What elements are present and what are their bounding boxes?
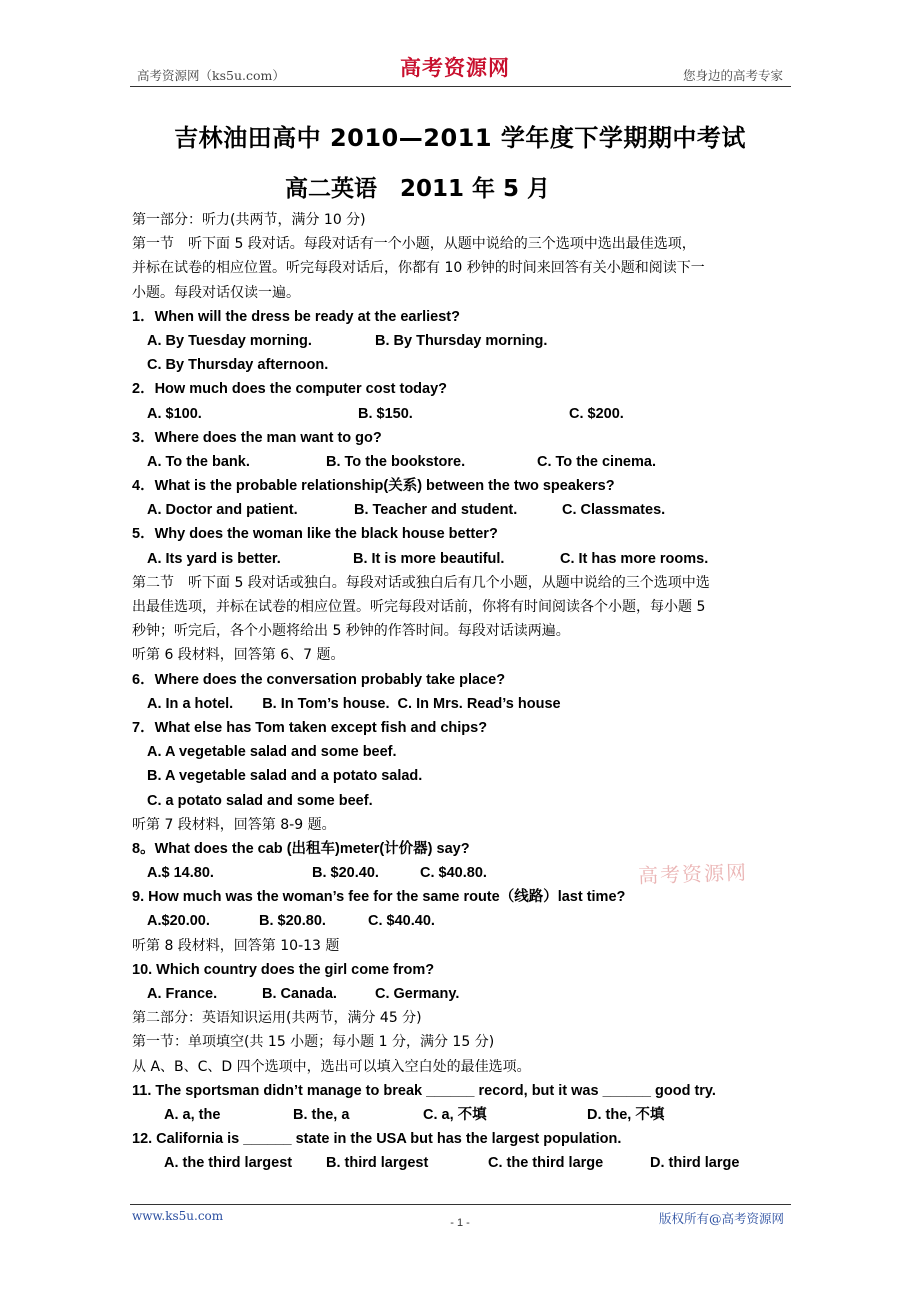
option-a: A. France. [147,986,218,1002]
option-b: B. $20.80. [259,913,326,930]
question-3-options [132,450,794,474]
page-number: - 1 - [450,1217,470,1229]
part1-heading: 第一部分：听力(共两节，满分 10 分) [132,212,366,228]
exam-subtitle: 高二英语 2011 年 5 月 [285,176,551,202]
option-c: C. the third large [488,1155,604,1172]
option-c: C. By Thursday afternoon. [147,357,329,374]
question-1: 1．When will the dress be ready at the earliest? [132,308,460,325]
section2-instruction-line: 秒钟；听完后，各个小题将给出 5 秒钟的作答时间。每段对话读两遍。 [132,623,570,640]
header-divider [130,86,791,87]
option-d: D. the, 不填 [587,1106,665,1123]
question-12-options [132,1151,794,1175]
header-site-name: 高考资源网（ks5u.com） [137,68,285,83]
option-c: C. Germany. [375,986,460,1002]
part2-section1-heading: 第一节：单项填空(共 15 小题；每小题 1 分，满分 15 分) [132,1034,495,1051]
question-4-options [132,498,794,522]
footer-website-link[interactable]: www.ks5u.com [132,1209,224,1223]
option-b: B. Canada. [262,986,337,1002]
material-6-note: 听第 6 段材料，回答第 6、7 题。 [132,647,345,664]
question-1-options [132,329,794,353]
question-10: 10. Which country does the girl come from? [132,961,435,978]
option-c: C. $200. [569,405,624,422]
option-a: A.$20.00. [147,913,210,930]
option-a: A. the third largest [164,1155,293,1172]
section1-instruction-line: 第一节 听下面 5 段对话。每段对话有一个小题，从题中说给的三个选项中选出最佳选项， [132,236,696,253]
option-a: A. A vegetable salad and some beef. [147,744,397,761]
question-7: 7．What else has Tom taken except fish and chips? [132,719,488,736]
option-a: A. To the bank. [147,453,250,470]
question-11: 11. The sportsman didn’t manage to break ______ record, but it was ______ good try. [132,1082,716,1099]
question-6: 6．Where does the conversation probably take place? [132,671,506,688]
option-a: A.$ 14.80. [147,865,214,882]
option-a: A. $100. [147,405,202,422]
option-c: C. $40.80. [420,865,487,882]
header-slogan: 您身边的高考专家 [682,68,783,83]
option-b: B. A vegetable salad and a potato salad. [147,768,423,785]
question-2: 2．How much does the computer cost today? [132,381,448,398]
question-11-options [132,1103,794,1127]
question-6-options: A. In a hotel. B. In Tom’s house. C. In Mrs. Read’s house [147,695,561,712]
option-b: B. To the bookstore. [326,453,466,470]
question-9-options [132,909,794,933]
option-c: C. $40.40. [368,913,435,930]
question-4: 4．What is the probable relationship(关系) between the two speakers? [132,478,615,495]
option-c: C. To the cinema. [537,453,656,470]
option-a: A. Its yard is better. [147,550,281,567]
option-c: C. It has more rooms. [560,550,709,567]
question-8: 8。What does the cab (出租车)meter(计价器) say? [132,840,470,857]
question-3: 3．Where does the man want to go? [132,429,382,446]
option-c: C. Classmates. [562,502,666,519]
option-b: B. It is more beautiful. [353,550,505,567]
option-b: B. $20.40. [312,865,379,882]
option-b: B. Teacher and student. [354,502,518,519]
exam-title: 吉林油田高中 2010—2011 学年度下学期期中考试 [174,124,746,152]
option-a: A. By Tuesday morning. [147,332,312,349]
option-b: B. $150. [358,405,413,422]
material-8-note: 听第 8 段材料，回答第 10-13 题 [132,937,340,954]
exam-content [132,208,794,1176]
option-c: C. a potato salad and some beef. [147,792,373,809]
part2-instruction: 从 A、B、C、D 四个选项中，选出可以填入空白处的最佳选项。 [132,1058,531,1075]
watermark-stamp: 高考资源网 [637,860,749,888]
question-5-options [132,547,794,571]
option-a: A. a, the [164,1106,221,1123]
header-logo: 高考资源网 [400,55,510,80]
question-10-options [132,982,794,1006]
option-b: B. third largest [326,1155,429,1172]
section1-instruction-line: 小题。每段对话仅读一遍。 [132,284,300,301]
option-b: B. the, a [293,1106,350,1123]
question-12: 12. California is ______ state in the USA but has the largest population. [132,1131,622,1148]
option-a: A. Doctor and patient. [147,502,298,519]
option-d: D. third large [650,1155,740,1172]
question-2-options [132,402,794,426]
material-7-note: 听第 7 段材料，回答第 8-9 题。 [132,816,336,833]
part2-heading: 第二部分：英语知识运用(共两节，满分 45 分) [132,1010,422,1027]
question-5: 5．Why does the woman like the black house better? [132,526,498,543]
option-c: C. a, 不填 [423,1106,487,1123]
footer-copyright: 版权所有@高考资源网 [658,1211,784,1226]
option-b: B. By Thursday morning. [375,332,548,349]
section1-instruction-line: 并标在试卷的相应位置。听完每段对话后，你都有 10 秒钟的时间来回答有关小题和阅读下一 [132,260,705,277]
footer-divider [130,1204,791,1205]
section2-instruction-line: 出最佳选项，并标在试卷的相应位置。听完每段对话前，你将有时间阅读各个小题，每小题 5 [132,599,706,615]
question-9: 9. How much was the woman’s fee for the same route（线路）last time? [132,889,626,906]
section2-instruction-line: 第二节 听下面 5 段对话或独白。每段对话或独白后有几个小题，从题中说给的三个选项中选 [132,574,710,591]
